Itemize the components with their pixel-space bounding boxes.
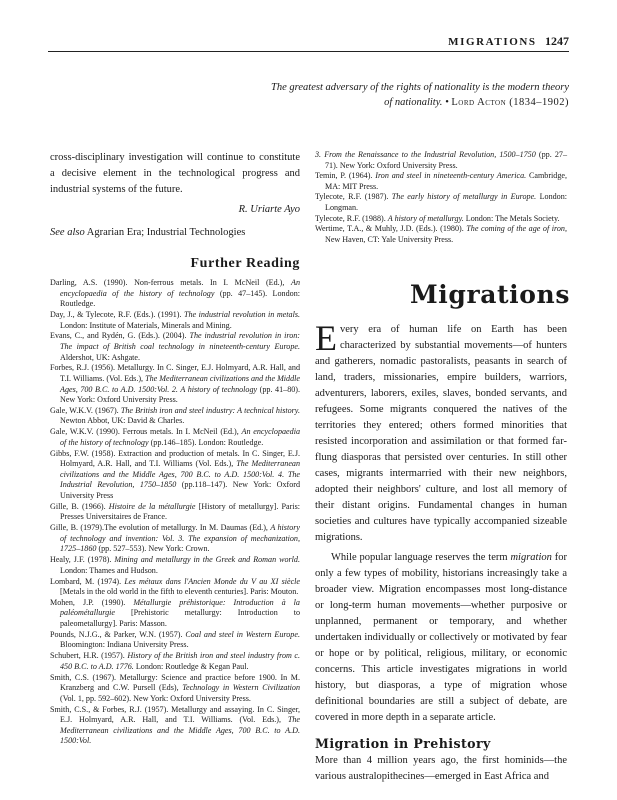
see-also-label: See also — [50, 227, 85, 238]
article-body — [315, 318, 567, 785]
reference-item: Evans, C., and Rydén, G. (Eds.). (2004). The industrial revolution in iron: The impact of British coal technology in nineteenth-century Europe. Aldershot, UK: Ashgate. — [50, 331, 300, 362]
epigraph-author: Lord Acton (1834–1902) — [451, 97, 569, 108]
further-reading-list — [50, 278, 300, 747]
epigraph-quote: The greatest adversary of the rights of nationality is the modern theory of nationality. — [271, 82, 569, 108]
reference-item: 3. From the Renaissance to the Industrial Revolution, 1500–1750 (pp. 27–71). New York: Oxford University Press. — [315, 150, 567, 170]
reference-item: Gale, W.K.V. (1967). The British iron and steel industry: A technical history. Newton Abbot, UK: David & Charles. — [50, 405, 300, 426]
reference-item: Lombard, M. (1974). Les métaux dans l'Ancien Monde du V au XI siècle [Metals in the old world in the fifth to eleventh centuries]. Paris: Mouton. — [50, 576, 300, 597]
reference-item: Forbes, R.J. (1956). Metallurgy. In C. Singer, E.J. Holmyard, A.R. Hall, and T.I. Williams. (Vol. Eds.), The Mediterranean civilizations and the Middle Ages, 700 B.C. to A.D. 1500:Vol. 2. A history of technology (pp. 41–80). New York: Oxford University Press. — [50, 363, 301, 405]
epigraph-bullet: • — [445, 97, 449, 108]
reference-item: Smith, C.S. (1967). Metallurgy: Science and practice before 1900. In M. Kranzberg and C.W. Pursell (Eds), Technology in Western Civilization (Vol. 1, pp. 592–602). New York: Oxford University Press. — [50, 672, 300, 703]
article-title: Migrations — [410, 280, 570, 309]
article-paragraph: While popular language reserves the term migration for only a few types of mobility, historians increasingly take a broader view. Migration encompasses most long-distance or long-term human movements—whether purposive or unplanned, permanent or temporary, and whether undertaken individually or collectively or motivated by fear or hope or by political, religious, military, or economic concerns. This article investigates migrations in world history, but diasporas, a type of migration whose definitional boundaries are still a subject of debate, are covered in more depth in a separate article. — [315, 552, 567, 723]
header-rule — [48, 51, 569, 52]
reference-item: Darling, A.S. (1990). Non-ferrous metals. In I. McNeil (Ed.), An encyclopaedia of the history of technology (pp. 47–145). London: Routledge. — [50, 278, 300, 309]
reference-item: Gille, B. (1979).The evolution of metallurgy. In M. Daumas (Ed.), A history of technology and invention: Vol. 3. The expansion of mechanization, 1725–1860 (pp. 527–553). New York: Crown. — [50, 523, 300, 554]
see-also — [50, 227, 300, 238]
see-also-text: Agrarian Era; Industrial Technologies — [86, 227, 246, 238]
reference-item: Gille, B. (1966). Histoire de la métallurgie [History of metallurgy]. Paris: Presses Universitaires de France. — [50, 501, 300, 522]
reference-item: Healy, J.F. (1978). Mining and metallurgy in the Greek and Roman world. London: Thames and Hudson. — [50, 555, 300, 575]
reference-item: Tylecote, R.F. (1988). A history of metallurgy. London: The Metals Society. — [315, 213, 560, 223]
reference-item: Schubert, H.R. (1957). History of the British iron and steel industry from c. 450 B.C. to A.D. 1776. London: Routledge & Kegan Paul. — [50, 651, 300, 671]
author-signature: R. Uriarte Ayo — [238, 204, 300, 215]
reference-item: Tylecote, R.F. (1987). The early history of metallurgy in Europe. London: Longman. — [315, 192, 568, 212]
left-column — [50, 150, 300, 747]
reference-item: Gale, W.K.V. (1990). Ferrous metals. In I. McNeil (Ed.), An encyclopaedia of the history of technology (pp.146–185). London: Routledge. — [50, 427, 300, 447]
reference-item: Mohen, J.P. (1990). Métallurgie préhistorique: Introduction à la paléométallurgie [Prehistoric metallurgy: Introduction to paleometallurgy]. Paris: Masson. — [50, 597, 300, 629]
reference-item: Temin, P. (1964). Iron and steel in nineteenth-century America. Cambridge, MA: MIT Press. — [315, 171, 567, 191]
running-header-title: MIGRATIONS — [448, 36, 537, 48]
running-header — [448, 34, 569, 49]
drop-cap: E — [315, 318, 337, 358]
epigraph — [269, 80, 569, 110]
right-column-references — [315, 150, 567, 245]
section-heading: Migration in Prehistory — [315, 736, 491, 751]
reference-item: Gibbs, F.W. (1958). Extraction and production of metals. In C. Singer, E.J. Holmyard, A.R. Hall, and T.I. Williams (Vol. Eds.), The Mediterranean civilizations and the Middle Ages, 700 B.C. to A.D. 1500:Vol. 4. The Industrial Revolution, 1750–1850 (pp.118–147). New York: Oxford University Press — [50, 448, 301, 500]
reference-item: Day, J., & Tylecote, R.F. (Eds.). (1991). The industrial revolution in metals. London: Institute of Materials, Minerals and Mining. — [50, 309, 300, 330]
article-paragraph: More than 4 million years ago, the first hominids—the various australopithecines—emerged in East Africa and — [315, 755, 567, 782]
reference-item: Pounds, N.J.G., & Parker, W.N. (1957). Coal and steel in Western Europe. Bloomington: Indiana University Press. — [50, 629, 300, 650]
article-paragraph: Every era of human life on Earth has been characterized by substantial movements—of hunters and gatherers, nomadic pastoralists, peasants in search of land, traders, missionaries, empire builders, warriors, adventurers, laborers, exiles, slaves, bonded servants, and refugees. Some migrants conquered the natives of the territories they entered; others formed minorities that resisted incorporation and assimilation or that formed far-flung diasporas that persisted over centuries. In still other cases, migrants intermarried with their new neighbors, adopted their neighbors' culture, and lost all memory of their distant origins. Fundamental changes in human societies and cultures have typically accompanied sizeable migrations. — [315, 318, 567, 543]
left-body-text: cross-disciplinary investigation will continue to constitute a decisive element in the technological progress and industrial systems of the future. — [50, 152, 300, 195]
further-reading-heading: Further Reading — [190, 256, 300, 271]
reference-item: Wertime, T.A., & Muhly, J.D. (Eds.). (1980). The coming of the age of iron, New Haven, CT: Yale University Press. — [315, 224, 567, 244]
page-number: 1247 — [545, 34, 569, 48]
reference-item: Smith, C.S., & Forbes, R.J. (1957). Metallurgy and assaying. In C. Singer, E.J. Holmyard, A.R. Hall, and T.I. Williams. (Vol. Eds.), The Mediterranean civilizations and the Middle Ages, 700 B.C. to A.D. 1500:Vol. — [50, 704, 300, 746]
